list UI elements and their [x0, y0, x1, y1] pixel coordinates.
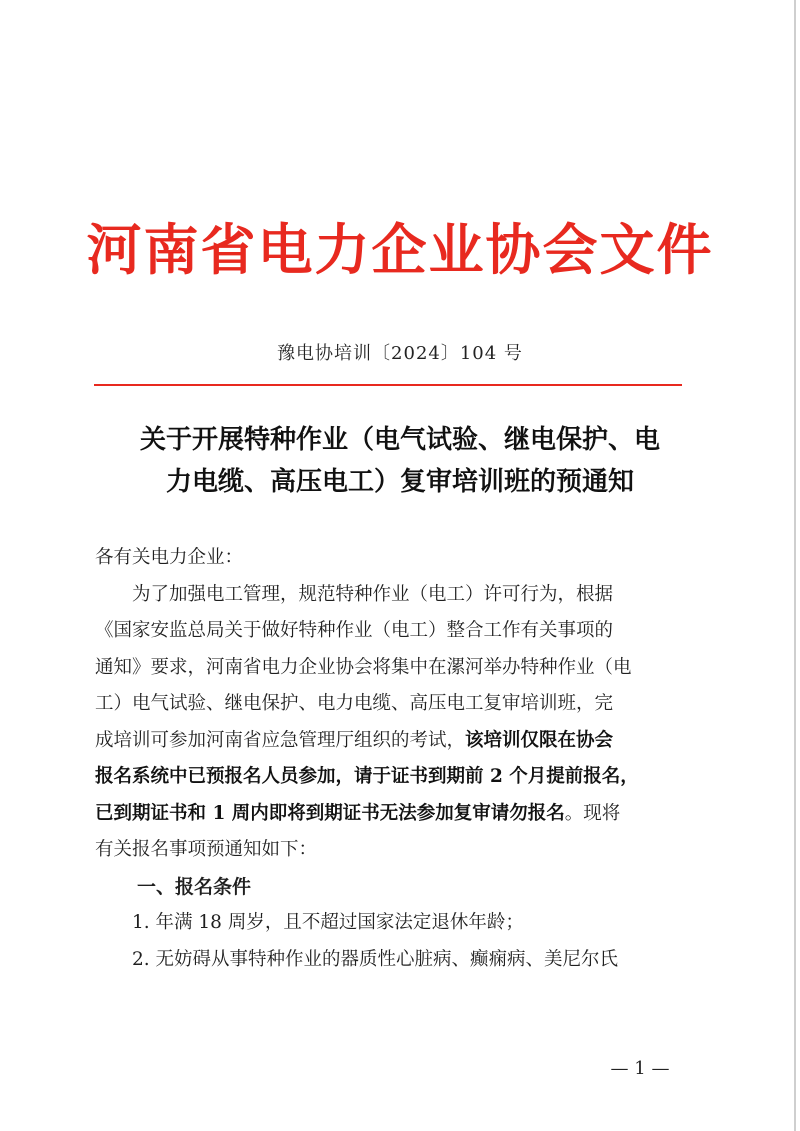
notice-title-line-2: 力电缆、高压电工）复审培训班的预通知 — [165, 467, 634, 497]
header-red-divider — [94, 384, 682, 386]
paragraph-text: 成培训可参加河南省应急管理厅组织的考试， — [95, 729, 466, 751]
section-heading: 一、报名条件 — [137, 875, 252, 898]
paragraph-line: 有关报名事项预通知如下： — [95, 839, 318, 860]
page-number: — 1 — — [610, 1058, 670, 1079]
paragraph-line — [95, 723, 695, 760]
list-item: 2. 无妨碍从事特种作业的器质性心脏病、癫痫病、美尼尔氏 — [132, 948, 619, 970]
notice-title-line-1: 关于开展特种作业（电气试验、继电保护、电 — [139, 425, 660, 455]
paragraph-line — [95, 796, 695, 833]
paragraph-text: 。现将 — [564, 802, 621, 824]
paragraph-line: 为了加强电工管理，规范特种作业（电工）许可行为，根据 — [132, 583, 614, 605]
salutation: 各有关电力企业： — [95, 547, 244, 568]
emphasis-text: 已到期证书和 1 周内即将到期证书无法参加复审请勿报名 — [95, 802, 565, 824]
organization-header: 河南省电力企业协会文件 — [86, 218, 714, 282]
paragraph-line: 通知》要求，河南省电力企业协会将集中在漯河举办特种作业（电 — [95, 656, 632, 678]
emphasis-line: 报名系统中已预报名人员参加，请于证书到期前 2 个月提前报名， — [95, 766, 639, 787]
notice-title — [90, 419, 710, 503]
paragraph-line: 《国家安监总局关于做好特种作业（电工）整合工作有关事项的 — [95, 620, 614, 641]
emphasis-text: 该培训仅限在协会 — [465, 729, 614, 751]
list-item: 1. 年满 18 周岁，且不超过国家法定退休年龄； — [132, 912, 524, 933]
notice-body — [95, 540, 695, 978]
page-edge-divider — [794, 0, 796, 1131]
document-number: 豫电协培训〔2024〕104 号 — [277, 343, 523, 364]
paragraph-line: 工）电气试验、继电保护、电力电缆、高压电工复审培训班，完 — [95, 693, 614, 714]
